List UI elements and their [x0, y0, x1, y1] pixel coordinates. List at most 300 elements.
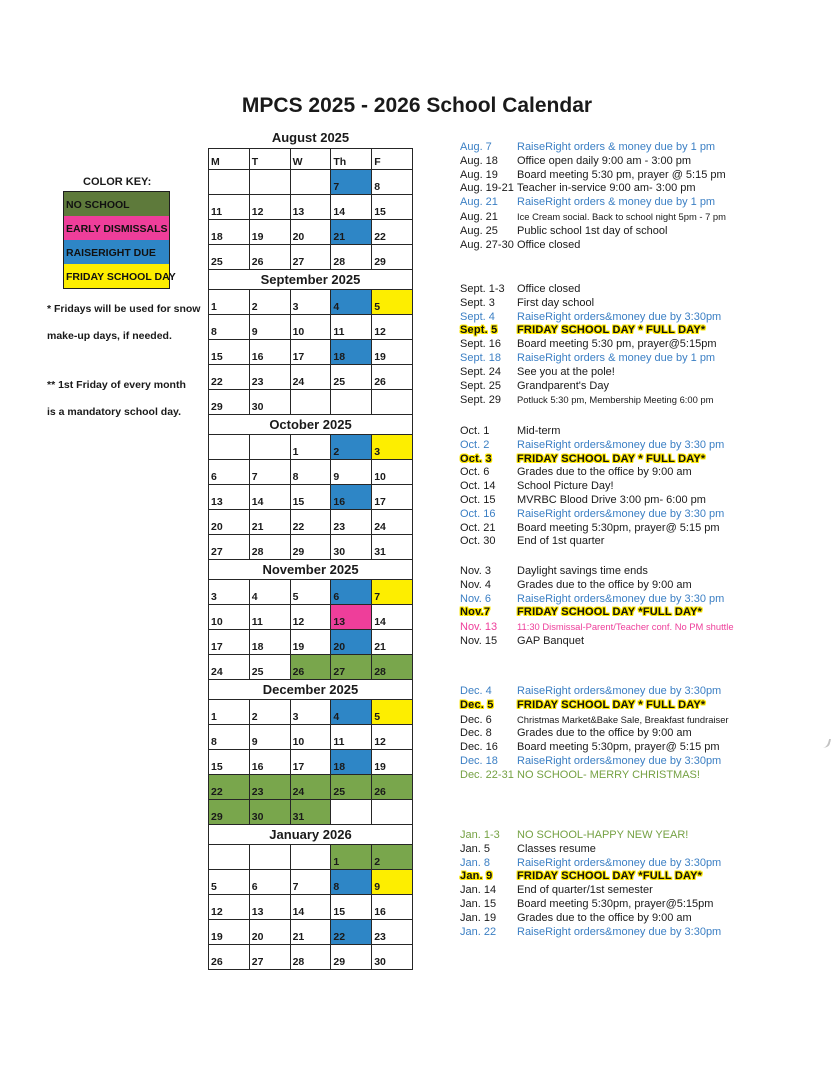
event-text: End of quarter/1st semester [517, 884, 653, 897]
weekday-cell: Th [331, 149, 372, 170]
event-date: Jan. 5 [460, 842, 490, 855]
event-line [460, 699, 832, 713]
calendar-day-cell: 6 [331, 580, 372, 605]
event-line [460, 843, 832, 857]
calendar-week-row [209, 535, 413, 560]
month-heading-december: December 2025 [209, 680, 413, 700]
event-line [460, 685, 832, 699]
calendar-day-cell: 17 [372, 485, 413, 510]
event-text: Office open daily 9:00 am - 3:00 pm [517, 154, 692, 167]
event-date: Oct. 3 [460, 452, 492, 465]
month-title-row [209, 560, 413, 580]
calendar-day-cell: 23 [249, 775, 290, 800]
calendar-day-cell: 30 [372, 945, 413, 970]
event-date: Sept. 16 [460, 338, 501, 351]
calendar-day-cell: 25 [249, 655, 290, 680]
event-text: Grades due to the office by 9:00 am [517, 578, 692, 591]
event-text: GAP Banquet [517, 634, 585, 647]
calendar-day-cell: 11 [249, 605, 290, 630]
calendar-day-cell: 4 [331, 700, 372, 725]
event-date: Oct. 30 [460, 535, 496, 548]
color-key-early-dismissals [64, 216, 169, 240]
calendar-day-cell: 22 [290, 510, 331, 535]
event-line [460, 926, 832, 940]
event-date: Nov.7 [460, 606, 491, 619]
calendar-day-cell: 5 [372, 290, 413, 315]
calendar-day-cell: 9 [249, 725, 290, 750]
calendar-day-cell: 28 [372, 655, 413, 680]
calendar-day-cell: 23 [331, 510, 372, 535]
calendar-week-row [209, 870, 413, 895]
event-line [460, 239, 832, 253]
event-group-november [460, 565, 832, 649]
calendar-day-cell: 5 [290, 580, 331, 605]
calendar-empty-cell [290, 170, 331, 195]
event-line [460, 593, 832, 607]
calendar-empty-cell [290, 390, 331, 415]
event-text: Board meeting 5:30 pm, prayer @ 5:15 pm [517, 168, 726, 181]
event-text: Christmas Market&Bake Sale, Breakfast fundraiser [517, 713, 729, 725]
calendar-day-cell: 4 [331, 290, 372, 315]
event-text: Potluck 5:30 pm, Membership Meeting 6:00 pm [517, 394, 714, 406]
event-text: Office closed [517, 283, 581, 295]
event-text: NO SCHOOL- MERRY CHRISTMAS! [517, 768, 700, 781]
calendar-week-row [209, 365, 413, 390]
calendar-day-cell: 19 [290, 630, 331, 655]
calendar-day-cell: 5 [209, 870, 250, 895]
event-line [460, 635, 832, 649]
calendar-day-cell: 2 [372, 845, 413, 870]
calendar-day-cell: 9 [249, 315, 290, 340]
calendar-day-cell: 31 [290, 800, 331, 825]
event-text: FRIDAY SCHOOL DAY *FULL DAY* [517, 606, 703, 619]
weekday-cell: W [290, 149, 331, 170]
event-line [460, 480, 832, 494]
calendar-day-cell: 6 [249, 870, 290, 895]
calendar-day-cell: 17 [290, 340, 331, 365]
calendar-day-cell: 12 [372, 315, 413, 340]
note-line: ** 1st Friday of every month [47, 379, 186, 391]
event-line [460, 352, 832, 366]
color-key-label: NO SCHOOL [66, 199, 130, 211]
color-key-label: RAISERIGHT DUE [66, 247, 156, 259]
event-date: Sept. 4 [460, 310, 495, 323]
event-group-august [460, 141, 832, 252]
event-line [460, 769, 832, 783]
calendar-day-cell: 21 [290, 920, 331, 945]
calendar-day-cell: 3 [290, 290, 331, 315]
event-text: RaiseRight orders&money due by 3:30 pm [517, 507, 725, 520]
event-date: Aug. 27-30 [460, 238, 514, 251]
event-line [460, 741, 832, 755]
event-date: Jan. 8 [460, 856, 490, 869]
calendar-day-cell: 17 [290, 750, 331, 775]
calendar-day-cell: 8 [209, 725, 250, 750]
event-line [460, 912, 832, 926]
calendar-day-cell: 8 [331, 870, 372, 895]
event-line [460, 535, 832, 549]
calendar-day-cell: 25 [209, 245, 250, 270]
calendar-day-cell: 3 [372, 435, 413, 460]
event-line [460, 727, 832, 741]
event-line [460, 713, 832, 728]
event-text: FRIDAY SCHOOL DAY * FULL DAY* [517, 452, 706, 465]
event-text: RaiseRight orders&money due by 3:30pm [517, 310, 722, 323]
event-line [460, 324, 832, 338]
calendar-week-row [209, 725, 413, 750]
event-date: Nov. 3 [460, 565, 491, 577]
calendar-day-cell: 18 [249, 630, 290, 655]
color-key-title: COLOR KEY: [83, 176, 152, 188]
calendar-day-cell: 30 [249, 390, 290, 415]
event-line [460, 466, 832, 480]
event-text: Grades due to the office by 9:00 am [517, 727, 692, 740]
calendar-day-cell: 5 [372, 700, 413, 725]
calendar-day-cell: 22 [372, 220, 413, 245]
calendar-day-cell: 29 [372, 245, 413, 270]
calendar-day-cell: 24 [372, 510, 413, 535]
calendar-day-cell: 9 [372, 870, 413, 895]
event-text: FRIDAY SCHOOL DAY * FULL DAY* [517, 324, 706, 337]
calendar-week-row [209, 315, 413, 340]
calendar-empty-cell [372, 800, 413, 825]
calendar-day-cell: 15 [372, 195, 413, 220]
event-date: Jan. 15 [460, 897, 497, 910]
event-date: Nov. 13 [460, 621, 498, 634]
event-date: Aug. 21 [460, 196, 498, 209]
school-calendar-table [208, 148, 413, 970]
month-heading-january: January 2026 [209, 825, 413, 845]
calendar-day-cell: 7 [372, 580, 413, 605]
event-date: Oct. 1 [460, 425, 490, 437]
event-date: Sept. 24 [460, 365, 501, 378]
calendar-week-row [209, 800, 413, 825]
color-key-label: FRIDAY SCHOOL DAY [66, 271, 176, 283]
event-text: Teacher in-service 9:00 am- 3:00 pm [517, 182, 696, 195]
event-line [460, 620, 832, 635]
event-date: Nov. 15 [460, 634, 498, 647]
calendar-empty-cell [249, 435, 290, 460]
calendar-day-cell: 1 [290, 435, 331, 460]
event-line [460, 870, 832, 884]
event-line [460, 169, 832, 183]
calendar-day-cell: 18 [331, 750, 372, 775]
event-text: RaiseRight orders&money due by 3:30pm [517, 856, 722, 869]
calendar-day-cell: 23 [372, 920, 413, 945]
calendar-day-cell: 21 [331, 220, 372, 245]
event-date: Oct. 14 [460, 480, 496, 493]
calendar-day-cell: 27 [249, 945, 290, 970]
event-text: Board meeting 5:30pm, prayer@ 5:15 pm [517, 741, 720, 754]
calendar-day-cell: 26 [372, 775, 413, 800]
event-text: Grades due to the office by 9:00 am [517, 466, 692, 479]
calendar-week-row [209, 605, 413, 630]
calendar-week-row [209, 700, 413, 725]
event-line [460, 857, 832, 871]
calendar-day-cell: 16 [249, 750, 290, 775]
event-text: FRIDAY SCHOOL DAY * FULL DAY* [517, 698, 706, 711]
calendar-day-cell: 16 [331, 485, 372, 510]
mandatory-friday-note [47, 372, 186, 426]
calendar-day-cell: 11 [331, 315, 372, 340]
calendar-day-cell: 19 [209, 920, 250, 945]
calendar-day-cell: 14 [372, 605, 413, 630]
calendar-day-cell: 18 [331, 340, 372, 365]
calendar-day-cell: 22 [209, 365, 250, 390]
calendar-empty-cell [290, 845, 331, 870]
event-date: Dec. 16 [460, 741, 498, 754]
calendar-empty-cell [209, 435, 250, 460]
calendar-day-cell: 13 [331, 605, 372, 630]
calendar-day-cell: 29 [209, 390, 250, 415]
calendar-week-row [209, 340, 413, 365]
calendar-week-row [209, 290, 413, 315]
calendar-day-cell: 29 [209, 800, 250, 825]
calendar-day-cell: 11 [209, 195, 250, 220]
calendar-week-row [209, 195, 413, 220]
note-line: * Fridays will be used for snow [47, 303, 201, 315]
calendar-day-cell: 9 [331, 460, 372, 485]
event-date: Oct. 21 [460, 521, 496, 534]
event-text: RaiseRight orders&money due by 3:30pm [517, 685, 722, 697]
calendar-day-cell: 24 [209, 655, 250, 680]
calendar-week-row [209, 580, 413, 605]
event-line [460, 366, 832, 380]
event-text: First day school [517, 296, 595, 309]
calendar-day-cell: 28 [290, 945, 331, 970]
calendar-day-cell: 15 [290, 485, 331, 510]
event-text: RaiseRight orders&money due by 3:30 pm [517, 592, 725, 605]
calendar-day-cell: 24 [290, 365, 331, 390]
calendar-day-cell: 20 [209, 510, 250, 535]
event-date: Jan. 9 [460, 870, 493, 883]
calendar-day-cell: 2 [331, 435, 372, 460]
calendar-week-row [209, 845, 413, 870]
calendar-day-cell: 27 [331, 655, 372, 680]
event-line [460, 829, 832, 843]
event-date: Dec. 5 [460, 698, 494, 711]
calendar-empty-cell [209, 845, 250, 870]
calendar-week-row [209, 945, 413, 970]
calendar-week-row [209, 245, 413, 270]
event-group-september [460, 283, 832, 408]
month-heading-september: September 2025 [209, 270, 413, 290]
event-date: Oct. 15 [460, 493, 496, 506]
calendar-day-cell: 27 [290, 245, 331, 270]
calendar-day-cell: 16 [249, 340, 290, 365]
event-text: School Picture Day! [517, 480, 614, 493]
event-date: Nov. 4 [460, 578, 491, 591]
calendar-empty-cell [372, 390, 413, 415]
calendar-day-cell: 12 [372, 725, 413, 750]
event-line [460, 283, 832, 297]
event-text: MVRBC Blood Drive 3:00 pm- 6:00 pm [517, 493, 706, 506]
event-date: Aug. 18 [460, 154, 498, 167]
calendar-day-cell: 26 [372, 365, 413, 390]
calendar-empty-cell [331, 390, 372, 415]
event-text: Board meeting 5:30pm, prayer@ 5:15 pm [517, 521, 720, 534]
calendar-day-cell: 2 [249, 290, 290, 315]
event-text: NO SCHOOL-HAPPY NEW YEAR! [517, 829, 689, 841]
calendar-day-cell: 2 [249, 700, 290, 725]
event-text: Classes resume [517, 842, 596, 855]
calendar-week-row [209, 220, 413, 245]
event-text: Grades due to the office by 9:00 am [517, 911, 692, 924]
month-title-row [209, 680, 413, 700]
event-text: RaiseRight orders & money due by 1 pm [517, 351, 716, 364]
month-title-row [209, 825, 413, 845]
event-line [460, 225, 832, 239]
calendar-day-cell: 7 [249, 460, 290, 485]
event-date: Aug. 19-21 [460, 182, 514, 195]
event-line [460, 141, 832, 155]
calendar-day-cell: 14 [331, 195, 372, 220]
event-date: Nov. 6 [460, 592, 491, 605]
event-text: RaiseRight orders&money due by 3:30pm [517, 754, 722, 767]
calendar-week-row [209, 170, 413, 195]
event-text: RaiseRight orders & money due by 1 pm [517, 141, 716, 153]
event-text: RaiseRight orders&money due by 3:30 pm [517, 438, 725, 451]
event-line [460, 393, 832, 408]
event-text: End of 1st quarter [517, 535, 605, 548]
event-line [460, 494, 832, 508]
event-date: Aug. 7 [460, 141, 492, 153]
event-text: Public school 1st day of school [517, 224, 668, 237]
calendar-day-cell: 3 [209, 580, 250, 605]
event-line [460, 425, 832, 439]
calendar-day-cell: 19 [372, 340, 413, 365]
event-line [460, 297, 832, 311]
event-date: Sept. 1-3 [460, 283, 505, 295]
event-date: Jan. 1-3 [460, 829, 500, 841]
calendar-week-row [209, 485, 413, 510]
calendar-day-cell: 10 [290, 725, 331, 750]
weekday-header-row [209, 149, 413, 170]
event-date: Oct. 2 [460, 438, 490, 451]
event-date: Dec. 18 [460, 754, 498, 767]
calendar-day-cell: 28 [249, 535, 290, 560]
color-key-no-school [64, 192, 169, 216]
calendar-day-cell: 10 [290, 315, 331, 340]
event-date: Sept. 18 [460, 351, 501, 364]
calendar-week-row [209, 895, 413, 920]
month-title-row [209, 415, 413, 435]
event-line [460, 210, 832, 225]
event-date: Sept. 5 [460, 324, 498, 337]
event-text: RaiseRight orders&money due by 3:30pm [517, 925, 722, 938]
calendar-day-cell: 27 [209, 535, 250, 560]
calendar-day-cell: 16 [372, 895, 413, 920]
event-text: Office closed [517, 238, 581, 251]
event-date: Aug. 21 [460, 210, 498, 223]
event-line [460, 311, 832, 325]
calendar-day-cell: 1 [209, 700, 250, 725]
event-date: Jan. 19 [460, 911, 497, 924]
calendar-day-cell: 14 [249, 485, 290, 510]
calendar-day-cell: 21 [372, 630, 413, 655]
calendar-day-cell: 22 [209, 775, 250, 800]
calendar-week-row [209, 390, 413, 415]
event-date: Dec. 22-31 [460, 768, 514, 781]
calendar-day-cell: 25 [331, 775, 372, 800]
calendar-day-cell: 20 [331, 630, 372, 655]
calendar-day-cell: 31 [372, 535, 413, 560]
calendar-empty-cell [331, 800, 372, 825]
event-line [460, 884, 832, 898]
note-line: make-up days, if needed. [47, 330, 172, 342]
event-line [460, 182, 832, 196]
event-date: Sept. 25 [460, 379, 501, 392]
event-line [460, 508, 832, 522]
calendar-day-cell: 15 [209, 340, 250, 365]
calendar-day-cell: 7 [290, 870, 331, 895]
calendar-day-cell: 26 [209, 945, 250, 970]
calendar-day-cell: 13 [209, 485, 250, 510]
event-line [460, 579, 832, 593]
calendar-week-row [209, 435, 413, 460]
event-text: FRIDAY SCHOOL DAY *FULL DAY* [517, 870, 703, 883]
calendar-day-cell: 8 [209, 315, 250, 340]
event-date: Dec. 8 [460, 727, 492, 740]
weekday-cell: T [249, 149, 290, 170]
calendar-day-cell: 4 [249, 580, 290, 605]
calendar-day-cell: 22 [331, 920, 372, 945]
event-date: Sept. 3 [460, 296, 495, 309]
event-text: Board meeting 5:30pm, prayer@5:15pm [517, 897, 714, 910]
calendar-day-cell: 7 [331, 170, 372, 195]
color-key-label: EARLY DISMISSALS [66, 223, 168, 235]
event-group-january [460, 829, 832, 939]
calendar-week-row [209, 655, 413, 680]
calendar-day-cell: 15 [331, 895, 372, 920]
event-text: See you at the pole! [517, 365, 615, 378]
calendar-day-cell: 24 [290, 775, 331, 800]
event-line [460, 155, 832, 169]
event-date: Aug. 19 [460, 168, 498, 181]
color-key [63, 191, 176, 289]
note-line: is a mandatory school day. [47, 406, 182, 418]
event-line [460, 338, 832, 352]
calendar-day-cell: 14 [290, 895, 331, 920]
weekday-cell: F [372, 149, 413, 170]
calendar-day-cell: 12 [249, 195, 290, 220]
color-key-friday-school-day [64, 264, 176, 288]
calendar-day-cell: 1 [331, 845, 372, 870]
calendar-day-cell: 30 [331, 535, 372, 560]
calendar-day-cell: 18 [209, 220, 250, 245]
calendar-day-cell: 20 [290, 220, 331, 245]
calendar-day-cell: 15 [209, 750, 250, 775]
calendar-empty-cell [209, 170, 250, 195]
event-date: Dec. 6 [460, 713, 492, 726]
event-date: Oct. 16 [460, 507, 496, 520]
weekday-cell: M [209, 149, 250, 170]
calendar-day-cell: 21 [249, 510, 290, 535]
calendar-week-row [209, 630, 413, 655]
event-text: 11:30 Dismissal-Parent/Teacher conf. No PM shuttle [517, 621, 734, 633]
calendar-day-cell: 6 [209, 460, 250, 485]
calendar-day-cell: 8 [290, 460, 331, 485]
calendar-day-cell: 26 [290, 655, 331, 680]
calendar-day-cell: 20 [249, 920, 290, 945]
event-text: Ice Cream social. Back to school night 5pm - 7 pm [517, 210, 726, 222]
event-text: Grandparent's Day [517, 379, 609, 392]
month-title-row [209, 270, 413, 290]
calendar-day-cell: 28 [331, 245, 372, 270]
calendar-day-cell: 3 [290, 700, 331, 725]
event-line [460, 606, 832, 620]
event-date: Sept. 29 [460, 394, 501, 407]
